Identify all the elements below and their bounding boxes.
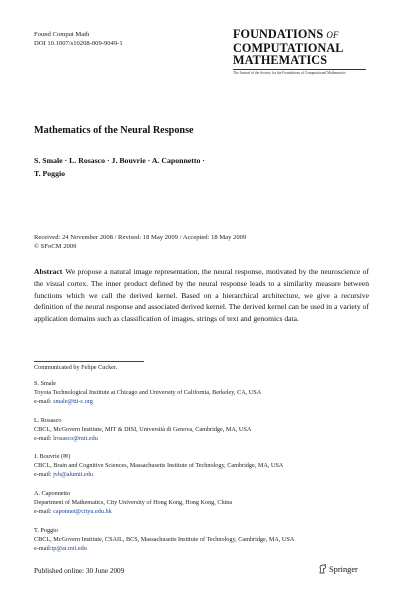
springer-horse-icon — [318, 564, 327, 574]
email-link[interactable]: jvb@alumit.edu — [53, 471, 93, 479]
email-label: e-mail: — [34, 397, 52, 405]
logo-divider — [233, 69, 366, 70]
affiliation-institution: Toyota Technological Institute at Chicago and University of California, Berkeley, CA, USA — [34, 388, 262, 396]
publisher-name: Springer — [329, 564, 358, 574]
affiliation-name: A. Caponnetto — [34, 490, 71, 498]
affiliation-institution: Department of Mathematics, City University of Hong Kong, Hong Kong, China — [34, 499, 233, 507]
email-label: e-mail: — [34, 471, 52, 479]
abstract-label: Abstract — [34, 267, 63, 276]
abstract — [34, 266, 369, 325]
springer-logo — [318, 564, 358, 574]
affiliation-email-line — [34, 545, 364, 554]
affiliation-name: S. Smale — [34, 380, 57, 387]
affiliation-email-line — [34, 471, 364, 480]
affiliation-name: T. Poggio — [34, 526, 58, 534]
logo-line-2: COMPUTATIONAL — [233, 40, 344, 55]
affiliation-smale — [34, 380, 364, 407]
authors-line-1: S. Smale · L. Rosasco · J. Bouvrie · A. Caponnetto · — [34, 156, 205, 165]
affiliation-caponnetto — [34, 490, 364, 517]
affiliation-email-line — [34, 435, 364, 444]
journal-doi[interactable]: DOI 10.1007/s10208-009-9049-1 — [34, 40, 123, 47]
email-link[interactable]: lrosasco@mit.edu — [53, 434, 98, 442]
authors-line-2: T. Poggio — [34, 168, 66, 178]
affiliation-bouvrie — [34, 453, 364, 480]
email-link[interactable]: smale@tti-c.org — [53, 397, 93, 405]
email-link[interactable]: caponnet@cityu.edu.hk — [53, 507, 112, 515]
affiliation-email-line — [34, 398, 364, 407]
affiliation-institution: CBCL, McGovern Institute, MIT & DISI, Università di Genova, Cambridge, MA, USA — [34, 425, 252, 433]
email-label: e-mail: — [34, 544, 52, 552]
email-label: e-mail: — [34, 434, 52, 442]
affiliation-email-line — [34, 508, 364, 517]
affiliation-poggio — [34, 527, 364, 554]
abstract-text: We propose a natural image representation, the neural response, motivated by the neuroscience of the visual cortex. The inner product defined by the neural response leads to a similarity measure between functions which we call the derived kernel. Based on a hierarchical architecture, we give a recursive definition of the neural response and associated derived kernel. The derived kernel can be used in a variety of application domains such as classification of images, strings of text and genomics data. — [34, 267, 369, 324]
affiliation-name: J. Bouvrie (✉) — [34, 453, 71, 461]
email-label: e-mail: — [34, 507, 52, 515]
communicated-by: Communicated by Felipe Cucker. — [34, 364, 118, 371]
affiliation-institution: CBCL, Brain and Cognitive Sciences, Massachusetts Institute of Technology, Cambridge, MA, USA — [34, 462, 284, 470]
email-link[interactable]: tp@ai.mit.edu — [51, 544, 87, 552]
author-list — [34, 155, 294, 180]
journal-name: Found Comput Math — [34, 31, 90, 38]
article-history: Received: 24 November 2008 / Revised: 18 May 2009 / Accepted: 18 May 2009 — [34, 234, 247, 241]
footnote-divider — [34, 361, 144, 362]
journal-meta — [34, 30, 123, 48]
published-online: Published online: 30 June 2009 — [34, 567, 125, 575]
logo-line-1: FOUNDATIONS OF — [233, 27, 339, 41]
journal-logo — [233, 28, 368, 76]
affiliation-rosasco — [34, 417, 364, 444]
copyright-notice: © SFoCM 2009 — [34, 243, 77, 250]
article-title: Mathematics of the Neural Response — [34, 125, 194, 136]
affiliation-institution: CBCL, McGovern Institute, CSAIL, BCS, Massachusetts Institute of Technology, Cambridge, MA, USA — [34, 535, 295, 543]
article-dates — [34, 233, 246, 251]
affiliations — [34, 380, 364, 564]
affiliation-name: L. Rosasco — [34, 416, 62, 424]
logo-line-3: MATHEMATICS — [233, 53, 328, 67]
logo-tagline: The Journal of the Society for the Foundations of Computational Mathematics — [233, 70, 346, 75]
